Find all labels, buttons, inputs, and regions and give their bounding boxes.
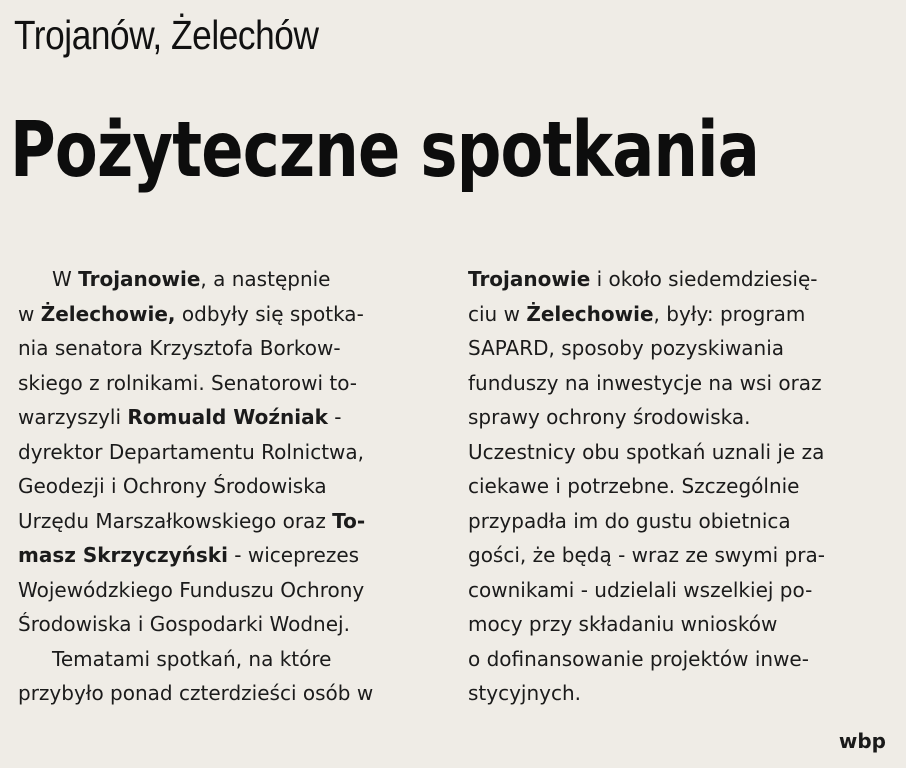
text-line: dyrektor Departamentu Rolnictwa, (18, 439, 365, 464)
text-line: gości, że będą - wraz ze swymi pra- (468, 543, 825, 567)
text-line: przybyło ponad czterdzieści osób w (18, 681, 374, 705)
text-line: masz Skrzyczyński - wiceprezes (18, 543, 360, 567)
text-line: Środowiska i Gospodarki Wodnej. (18, 612, 350, 636)
text-line: ciekawe i potrzebne. Szczególnie (468, 474, 800, 498)
text-line: Geodezji i Ochrony Środowiska (18, 474, 327, 498)
text-line: SAPARD, sposoby pozyskiwania (468, 336, 785, 360)
text-line: przypadła im do gustu obietnica (468, 508, 791, 533)
text-line: skiego z rolnikami. Senatorowi to- (18, 370, 358, 395)
text-line: funduszy na inwestycje na wsi oraz (468, 370, 822, 395)
article-headline: Pożyteczne spotkania (10, 106, 759, 195)
text-line: ciu w Żelechowie, były: program (468, 301, 806, 326)
text-line: nia senatora Krzysztofa Borkow- (18, 336, 341, 360)
text-line: w Żelechowie, odbyły się spotka- (18, 301, 364, 326)
text-line: warzyszyli Romuald Woźniak - (18, 405, 342, 429)
text-line: Trojanowie i około siedemdziesię- (468, 267, 818, 291)
article-column-right (468, 262, 890, 711)
text-line: Urzędu Marszałkowskiego oraz To- (18, 508, 366, 533)
text-line: W Trojanowie, a następnie (52, 267, 331, 291)
text-line: sprawy ochrony środowiska. (468, 405, 751, 429)
article-column-left (18, 262, 436, 711)
text-line: mocy przy składaniu wniosków (468, 612, 778, 636)
text-line: stycyjnych. (468, 681, 582, 705)
text-line: o dofinansowanie projektów inwe- (468, 646, 809, 671)
article-location-kicker: Trojanów, Żelechów (14, 12, 319, 58)
text-line: Tematami spotkań, na które (52, 646, 332, 671)
text-line: cownikami - udzielali wszelkiej po- (468, 577, 813, 602)
author-signature: wbp (838, 729, 886, 753)
text-line: Uczestnicy obu spotkań uznali je za (468, 439, 825, 464)
text-line: Wojewódzkiego Funduszu Ochrony (18, 577, 365, 602)
